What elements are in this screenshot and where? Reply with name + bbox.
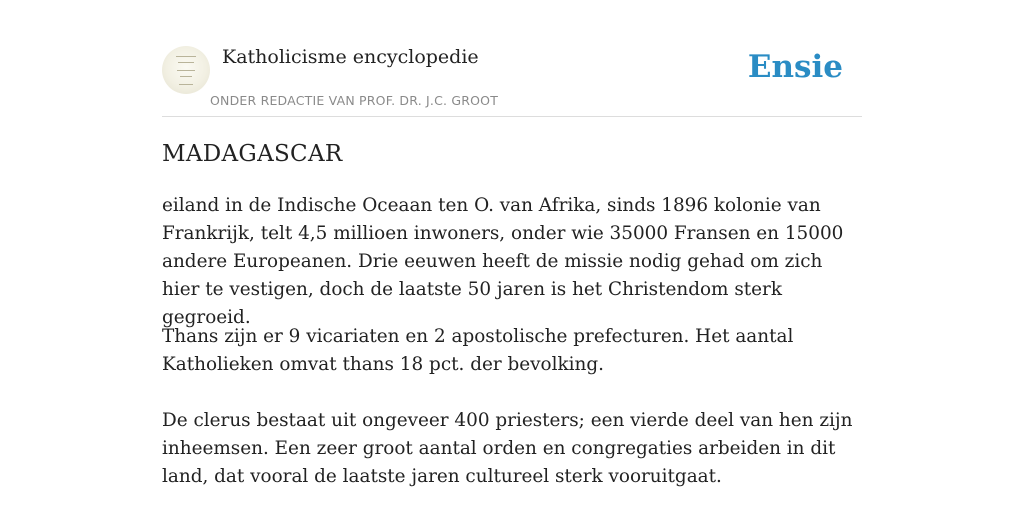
entry-paragraph: eiland in de Indische Oceaan ten O. van Afrika, sinds 1896 kolonie van Frankrijk, telt 4,5 millioen inwoners, onder wie 35000 Fransen en 15000 andere Europeanen. Drie eeuwen heeft de missie nodig gehad om zich hier te vestigen, doch de laatste 50 jaren is het Christendom sterk gegroeid.	[162, 195, 844, 328]
entry-paragraph: Thans zijn er 9 vicariaten en 2 apostolische prefecturen. Het aantal Katholieken omvat thans 18 pct. der bevolking.	[162, 326, 794, 375]
entry-title: MADAGASCAR	[162, 141, 343, 167]
cover-line	[177, 70, 195, 71]
brand-logo[interactable]: Ensie	[747, 49, 843, 85]
book-cover-thumbnail[interactable]	[162, 46, 210, 94]
publication-header	[162, 0, 862, 117]
publication-title[interactable]: Katholicisme encyclopedie	[222, 46, 479, 68]
entry-paragraph: De clerus bestaat uit ongeveer 400 priesters; een vierde deel van hen zijn inheemsen. Een zeer groot aantal orden en congregaties arbeiden in dit land, dat vooral de laatste jaren cultureel sterk vooruitgaat.	[162, 410, 853, 487]
cover-line	[179, 84, 193, 85]
page-container	[162, 0, 862, 487]
cover-line	[178, 62, 194, 63]
publication-subtitle: ONDER REDACTIE VAN PROF. DR. J.C. GROOT	[210, 93, 499, 108]
cover-line	[180, 76, 192, 77]
cover-line	[176, 56, 196, 57]
